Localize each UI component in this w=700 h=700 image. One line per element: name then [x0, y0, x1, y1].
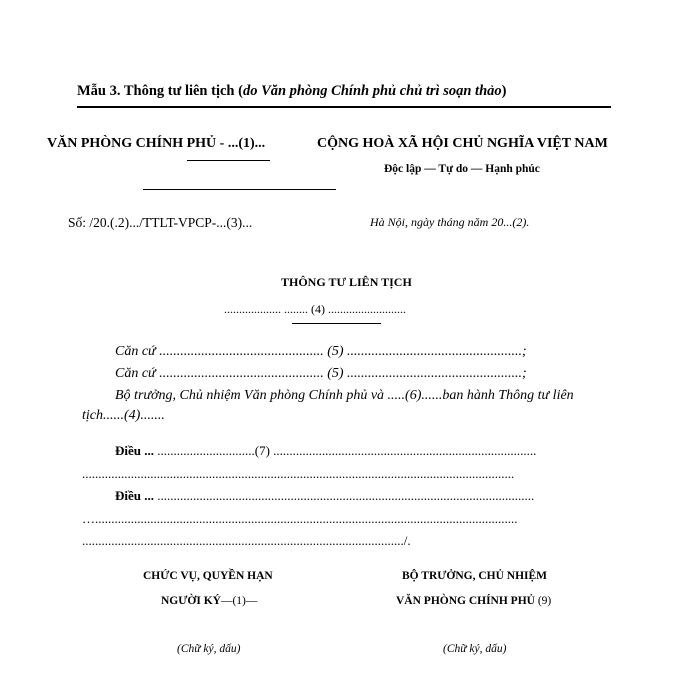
place-date: Hà Nội, ngày tháng năm 20...(2).: [370, 215, 530, 229]
article-2-label: Điều ...: [115, 488, 154, 503]
article-2-text: ....................................................................................................................: [154, 488, 535, 503]
form-close: ): [501, 83, 507, 99]
issuance-line-1: Bộ trưởng, Chủ nhiệm Văn phòng Chính phủ và .....(6)......ban hành Thông tư liên: [115, 388, 574, 403]
left-signer-title-2: [161, 595, 257, 607]
left-sign-note: (Chữ ký, dấu): [177, 643, 241, 655]
nation-motto: Độc lập — Tự do — Hạnh phúc: [384, 163, 540, 175]
form-label: Mẫu 3. Thông tư liên tịch (: [77, 83, 243, 99]
issuer-underline: [187, 160, 270, 161]
basis-2: Căn cứ ............................................... (5) ..................................................;: [115, 366, 527, 381]
article-2-cont: …..................................................................................................................................: [82, 511, 518, 526]
right-signer-ref: (9): [534, 595, 552, 607]
right-sign-note: (Chữ ký, dấu): [443, 643, 507, 655]
article-2-end: .................................................................................................../.: [82, 533, 411, 548]
basis-1: Căn cứ ............................................... (5) ..................................................;: [115, 344, 527, 359]
nation-name: CỘNG HOÀ XÃ HỘI CHỦ NGHĨA VIỆT NAM: [317, 136, 608, 151]
article-1: [115, 443, 536, 459]
right-signer-role: VĂN PHÒNG CHÍNH PHỦ: [396, 595, 535, 607]
document-number: Số: /20.(.2).../TTLT-VPCP-...(3)...: [68, 215, 253, 230]
right-signer-title-1: BỘ TRƯỞNG, CHỦ NHIỆM: [402, 570, 548, 582]
article-1-text: ..............................(7) .................................................................................: [154, 443, 537, 458]
issuance-line-2: tịch......(4).......: [82, 408, 165, 423]
article-1-cont: .....................................................................................................................................: [82, 466, 515, 481]
left-signer-title-1: CHỨC VỤ, QUYỀN HẠN: [143, 570, 273, 582]
issuer-name: VĂN PHÒNG CHÍNH PHỦ - ...(1)...: [47, 136, 266, 151]
article-1-label: Điều ...: [115, 443, 154, 458]
form-note: do Văn phòng Chính phủ chủ trì soạn thảo: [242, 83, 502, 99]
article-2: [115, 488, 534, 504]
document-title: THÔNG TƯ LIÊN TỊCH: [281, 275, 412, 289]
form-heading: [77, 83, 506, 100]
document-subtitle: ................... ........ (4) ..........................: [224, 302, 406, 316]
header-rule: [77, 106, 611, 108]
motto-underline: [143, 189, 336, 190]
left-signer-role: NGƯỜI KÝ: [161, 595, 221, 607]
right-signer-title-2: [396, 595, 551, 607]
title-underline: [292, 323, 381, 324]
left-signer-ref: —(1)—: [220, 595, 258, 607]
